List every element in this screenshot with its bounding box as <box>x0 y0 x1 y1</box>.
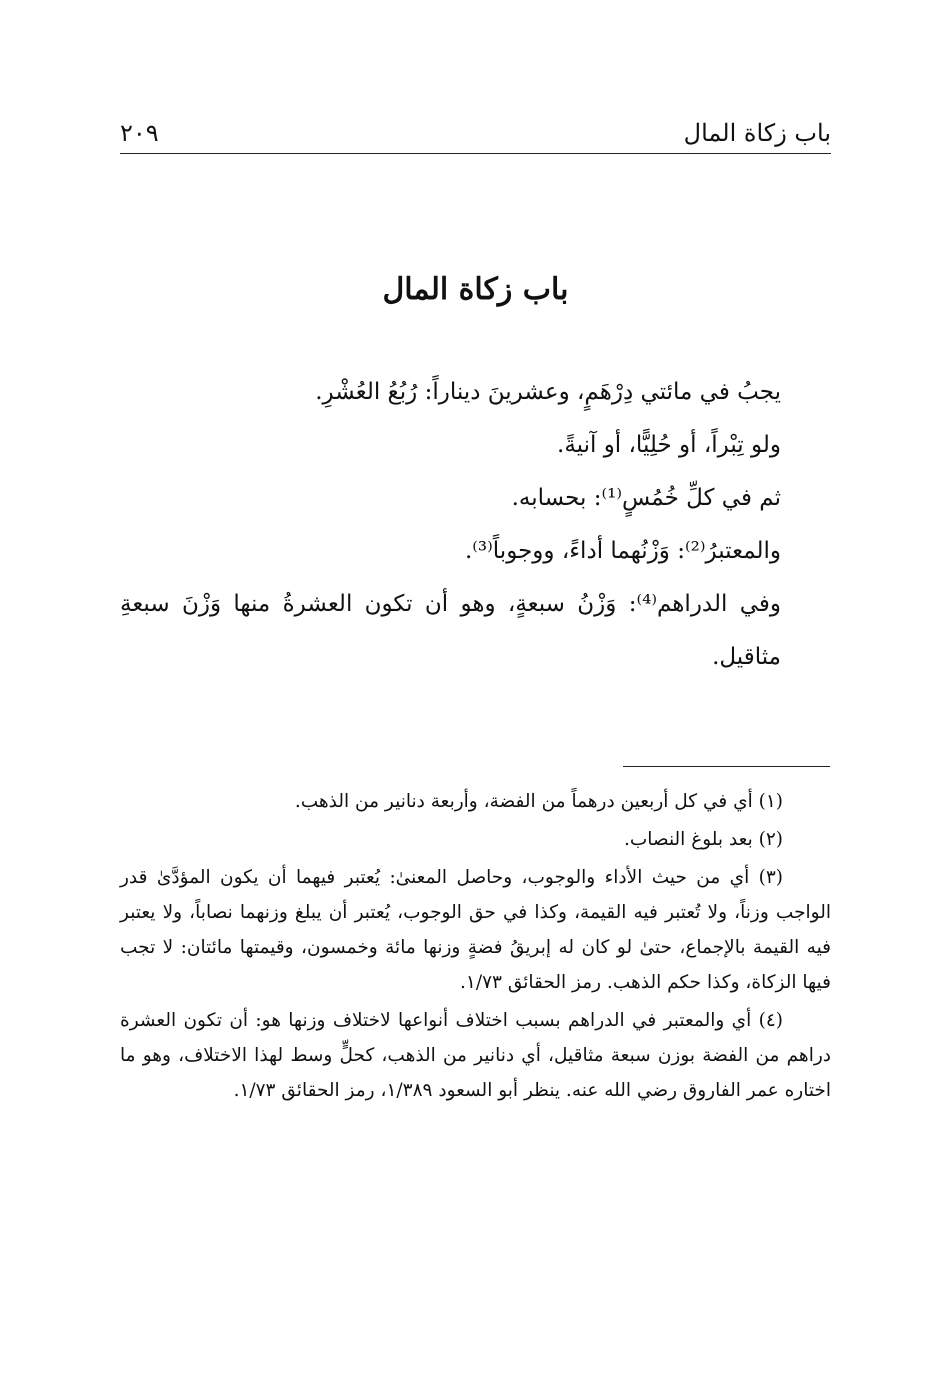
running-header <box>120 110 831 154</box>
text-line: ثم في كلِّ خُمُسٍ⁽¹⁾: بحسابه. <box>511 485 781 511</box>
footnotes <box>120 784 831 1111</box>
text-line: ولو تِبْراً، أو حُلِيًّا، أو آنيةً. <box>557 432 781 458</box>
main-text <box>120 366 831 684</box>
chapter-title: باب زكاة المال <box>382 272 569 307</box>
page-number: ٢٠٩ <box>120 119 159 147</box>
footnote: (٤) أي والمعتبر في الدراهم بسبب اختلاف أنواعها لاختلاف وزنها هو: أن تكون العشرة دراهم من الفضة بوزن سبعة مثاقيل، أي دنانير من الذهب، كحلٍّ وسط لهذا الاختلاف، وهو ما اختاره عمر الفاروق رضي الله عنه. ينظر أبو السعود ١/٣٨٩، رمز الحقائق ١/٧٣. <box>120 1010 831 1101</box>
footnote-separator <box>623 766 830 767</box>
running-title: باب زكاة المال <box>683 119 831 147</box>
footnote: (٣) أي من حيث الأداء والوجوب، وحاصل المعنىٰ: يُعتبر فيهما أن يكون المؤدَّىٰ قدر الواجب وزناً، ولا تُعتبر فيه القيمة، وكذا في حق الوجوب، يُعتبر أن يبلغ وزنهما نصاباً، ولا يعتبر فيه القيمة بالإجماع، حتىٰ لو كان له إبريقُ فضةٍ وزنها مائة وخمسون، وقيمتها مائتان: لا تجب فيها الزكاة، وكذا حكم الذهب. رمز الحقائق ١/٧٣. <box>120 867 831 993</box>
text-line: وفي الدراهم⁽⁴⁾: وَزْنُ سبعةٍ، وهو أن تكون العشرةُ منها وَزْنَ سبعةِ مثاقيل. <box>120 591 781 670</box>
footnote: (٢) بعد بلوغ النصاب. <box>623 829 783 850</box>
text-line: والمعتبرُ⁽²⁾: وَزْنُهما أداءً، ووجوباً⁽³⁾. <box>464 538 781 564</box>
text-line: يجبُ في مائتي دِرْهَمٍ، وعشرينَ ديناراً: رُبُعُ العُشْرِ. <box>315 379 781 405</box>
footnote: (١) أي في كل أربعين درهماً من الفضة، وأربعة دنانير من الذهب. <box>294 791 783 812</box>
